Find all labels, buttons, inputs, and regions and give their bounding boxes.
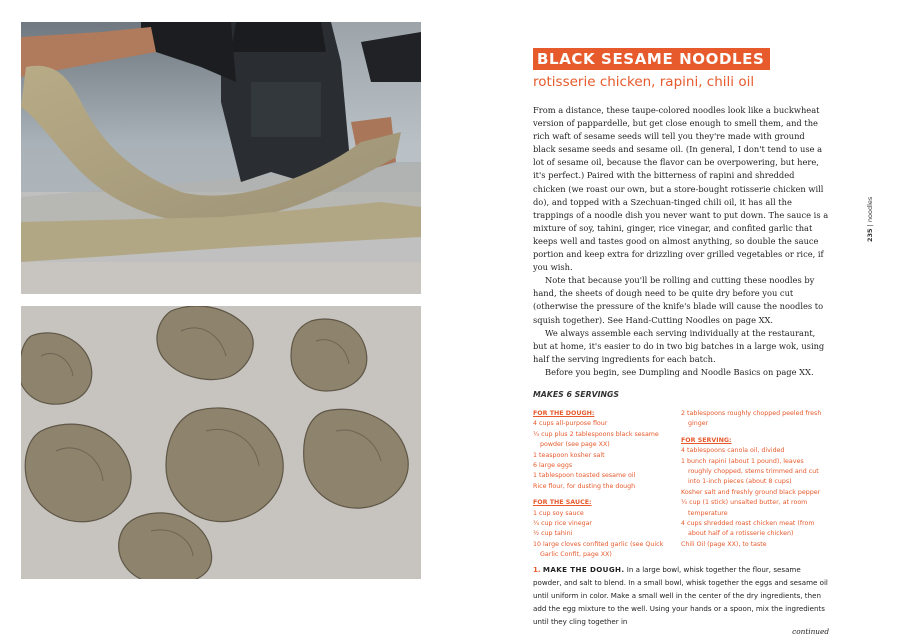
ingredient-item: 1 bunch rapini (about 1 pound), leaves roughly chopped, stems trimmed and cut into 1-inch pieces (about 8 cups) <box>681 457 819 486</box>
step-number: 1. <box>533 564 541 574</box>
ingredients-left-column <box>533 409 675 561</box>
noodle-sheet-photo <box>21 22 421 294</box>
recipe-intro <box>533 104 829 379</box>
recipe-subtitle: rotisserie chicken, rapini, chili oil <box>533 74 755 90</box>
recipe-title: BLACK SESAME NOODLES <box>533 48 770 70</box>
ingredient-item: 6 large eggs <box>533 462 573 469</box>
ingredient-heading: FOR THE DOUGH: <box>533 409 595 417</box>
page-folio: 235 | noodles <box>866 196 874 242</box>
ingredient-item: ¼ cup plus 2 tablespoons black sesame powder (see page XX) <box>533 430 659 449</box>
section-name: noodles <box>866 196 874 223</box>
recipe-page <box>533 48 829 636</box>
continued-note: continued <box>792 626 829 636</box>
intro-paragraph: Note that because you'll be rolling and cutting these noodles by hand, the sheets of dough need to be quite dry before you cut (otherwise the pressure of the knife's blade will cause the noodles to squish together). See Hand-Cutting Noodles on page XX. <box>533 275 824 325</box>
ingredient-item: 2 tablespoons roughly chopped peeled fresh ginger <box>681 409 822 428</box>
intro-paragraph: From a distance, these taupe-colored noodles look like a buckwheat version of pappardelle, but get close enough to smell them, and the rich waft of sesame seeds will tell you they're made with ground black sesame seeds and sesame oil. (In general, I don't tend to use a lot of sesame oil, because the flavor can be overpowering, but here, it's perfect.) Paired with the bitterness of rapini and shredded chicken (we roast our own, but a store-bought rotisserie chicken will do), and topped with a Szechuan-tinged chili oil, it has all the trappings of a noodle dish you never want to put down. The sauce is a mixture of soy, tahini, ginger, rice vinegar, and confited garlic that keeps well and tastes good on almost anything, so double the sauce portion and keep extra for drizzling over grilled vegetables or rice, if you wish. <box>533 105 829 273</box>
intro-paragraph: Before you begin, see Dumpling and Noodle Basics on page XX. <box>545 366 814 377</box>
ingredient-item: Chili Oil (page XX), to taste <box>681 540 767 548</box>
ingredient-list <box>533 409 829 559</box>
ingredient-item: 1 teaspoon kosher salt <box>533 451 605 459</box>
ingredient-item: ¼ cup rice vinegar <box>533 520 593 528</box>
noodle-nests-illustration <box>21 306 421 579</box>
recipe-step <box>533 563 829 628</box>
ingredient-heading: FOR THE SAUCE: <box>533 499 592 507</box>
ingredient-item: Rice flour, for dusting the dough <box>533 482 636 490</box>
ingredient-item: Kosher salt and freshly ground black pepper <box>681 488 821 496</box>
noodle-sheet-illustration <box>21 22 421 294</box>
page-number: 235 <box>866 228 874 242</box>
ingredient-item: ½ cup tahini <box>533 530 573 538</box>
ingredient-item: 1 tablespoon toasted sesame oil <box>533 472 636 480</box>
step-label: MAKE THE DOUGH. <box>542 564 625 574</box>
ingredient-heading: FOR SERVING: <box>681 436 732 444</box>
ingredient-item: 4 cups shredded roast chicken meat (from about half of a rotisserie chicken) <box>681 520 815 538</box>
ingredient-item: 4 cups all-purpose flour <box>533 420 608 428</box>
ingredient-item: 1 cup soy sauce <box>533 509 584 517</box>
intro-paragraph: We always assemble each serving individually at the restaurant, but at home, it's easier to do in two big batches in a large wok, using half the serving ingredients for each batch. <box>533 327 825 364</box>
ingredient-item: 10 large cloves confited garlic (see Quick Garlic Confit, page XX) <box>533 540 664 559</box>
noodle-nests-photo <box>21 306 421 579</box>
recipe-yield: MAKES 6 SERVINGS <box>533 389 620 399</box>
ingredient-item: ¼ cup (1 stick) unsalted butter, at room temperature <box>681 499 808 517</box>
ingredient-item: 4 tablespoons canola oil, divided <box>681 447 785 455</box>
ingredients-right-column <box>681 409 823 550</box>
step-text: In a large bowl, whisk together the flour, sesame powder, and salt to blend. In a small bowl, whisk together the eggs and sesame oil until uniform in color. Make a small well in the center of the dry ingredients, then add the egg mixture to the well. Using your hands or a spoon, mix the ingredients until they cling together in <box>533 564 828 626</box>
